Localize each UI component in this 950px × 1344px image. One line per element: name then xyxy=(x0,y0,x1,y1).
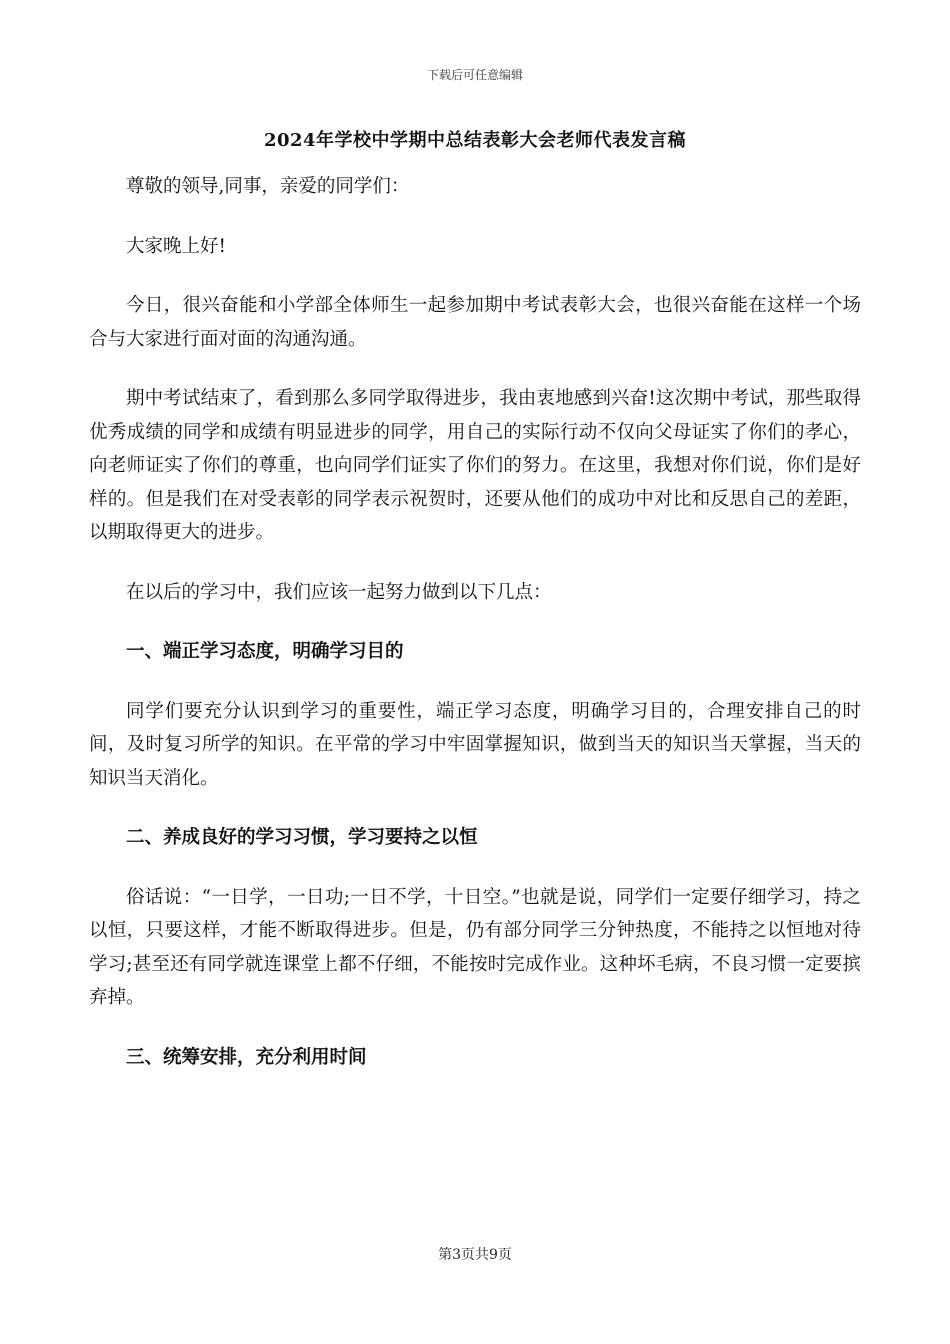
paragraph-exam-results: 期中考试结束了，看到那么多同学取得进步，我由衷地感到兴奋!这次期中考试，那些取得优秀成绩的同学和成绩有明显进步的同学，用自己的实际行动不仅向父母证实了你们的孝心， 向老师证实了你们的尊重，也向同学们证实了你们的努力。在这里，我想对你们说，你们是好样的。但是我们在对受表彰的同学表示祝贺时，还要从他们的成功中对比和反思自己的差距，以期取得更大的进步。 xyxy=(89,388,861,543)
section-heading-1: 一、端正学习态度，明确学习目的 xyxy=(126,641,404,662)
section-heading-3: 三、统筹安排，充分利用时间 xyxy=(126,1046,367,1068)
paragraph-intro: 今日，很兴奋能和小学部全体师生一起参加期中考试表彰大会，也很兴奋能在这样一个场合与大家进行面对面的沟通沟通。 xyxy=(89,295,861,350)
document-title: 2024年学校中学期中总结表彰大会老师代表发言稿 xyxy=(263,130,687,151)
document-body xyxy=(89,170,861,1100)
section-body-1: 同学们要充分认识到学习的重要性，端正学习态度，明确学习目的，合理安排自己的时间，及时复习所学的知识。在平常的学习中牢固掌握知识，做到当天的知识当天掌握，当天的知识当天消化。 xyxy=(89,700,861,789)
section-heading-2: 二、养成良好的学习习惯，学习要持之以恒 xyxy=(126,827,478,848)
salutation: 尊敬的领导,同事，亲爱的同学们： xyxy=(126,176,410,197)
header-note: 下载后可任意编辑 xyxy=(426,68,523,82)
section-body-2: 俗话说：“一日学，一日功;一日不学，十日空。”也就是说，同学们一定要仔细学习，持之以恒，只要这样，才能不断取得进步。但是，仍有部分同学三分钟热度，不能持之以恒地对待学习;甚至还有同学就连课堂上都不仔细，不能按时完成作业。这种坏毛病，不良习惯一定要摈弃掉。 xyxy=(89,886,861,1008)
page-number: 第3页共9页 xyxy=(438,1247,512,1263)
greeting: 大家晚上好! xyxy=(126,235,226,257)
paragraph-points-lead: 在以后的学习中，我们应该一起努力做到以下几点： xyxy=(126,581,552,603)
